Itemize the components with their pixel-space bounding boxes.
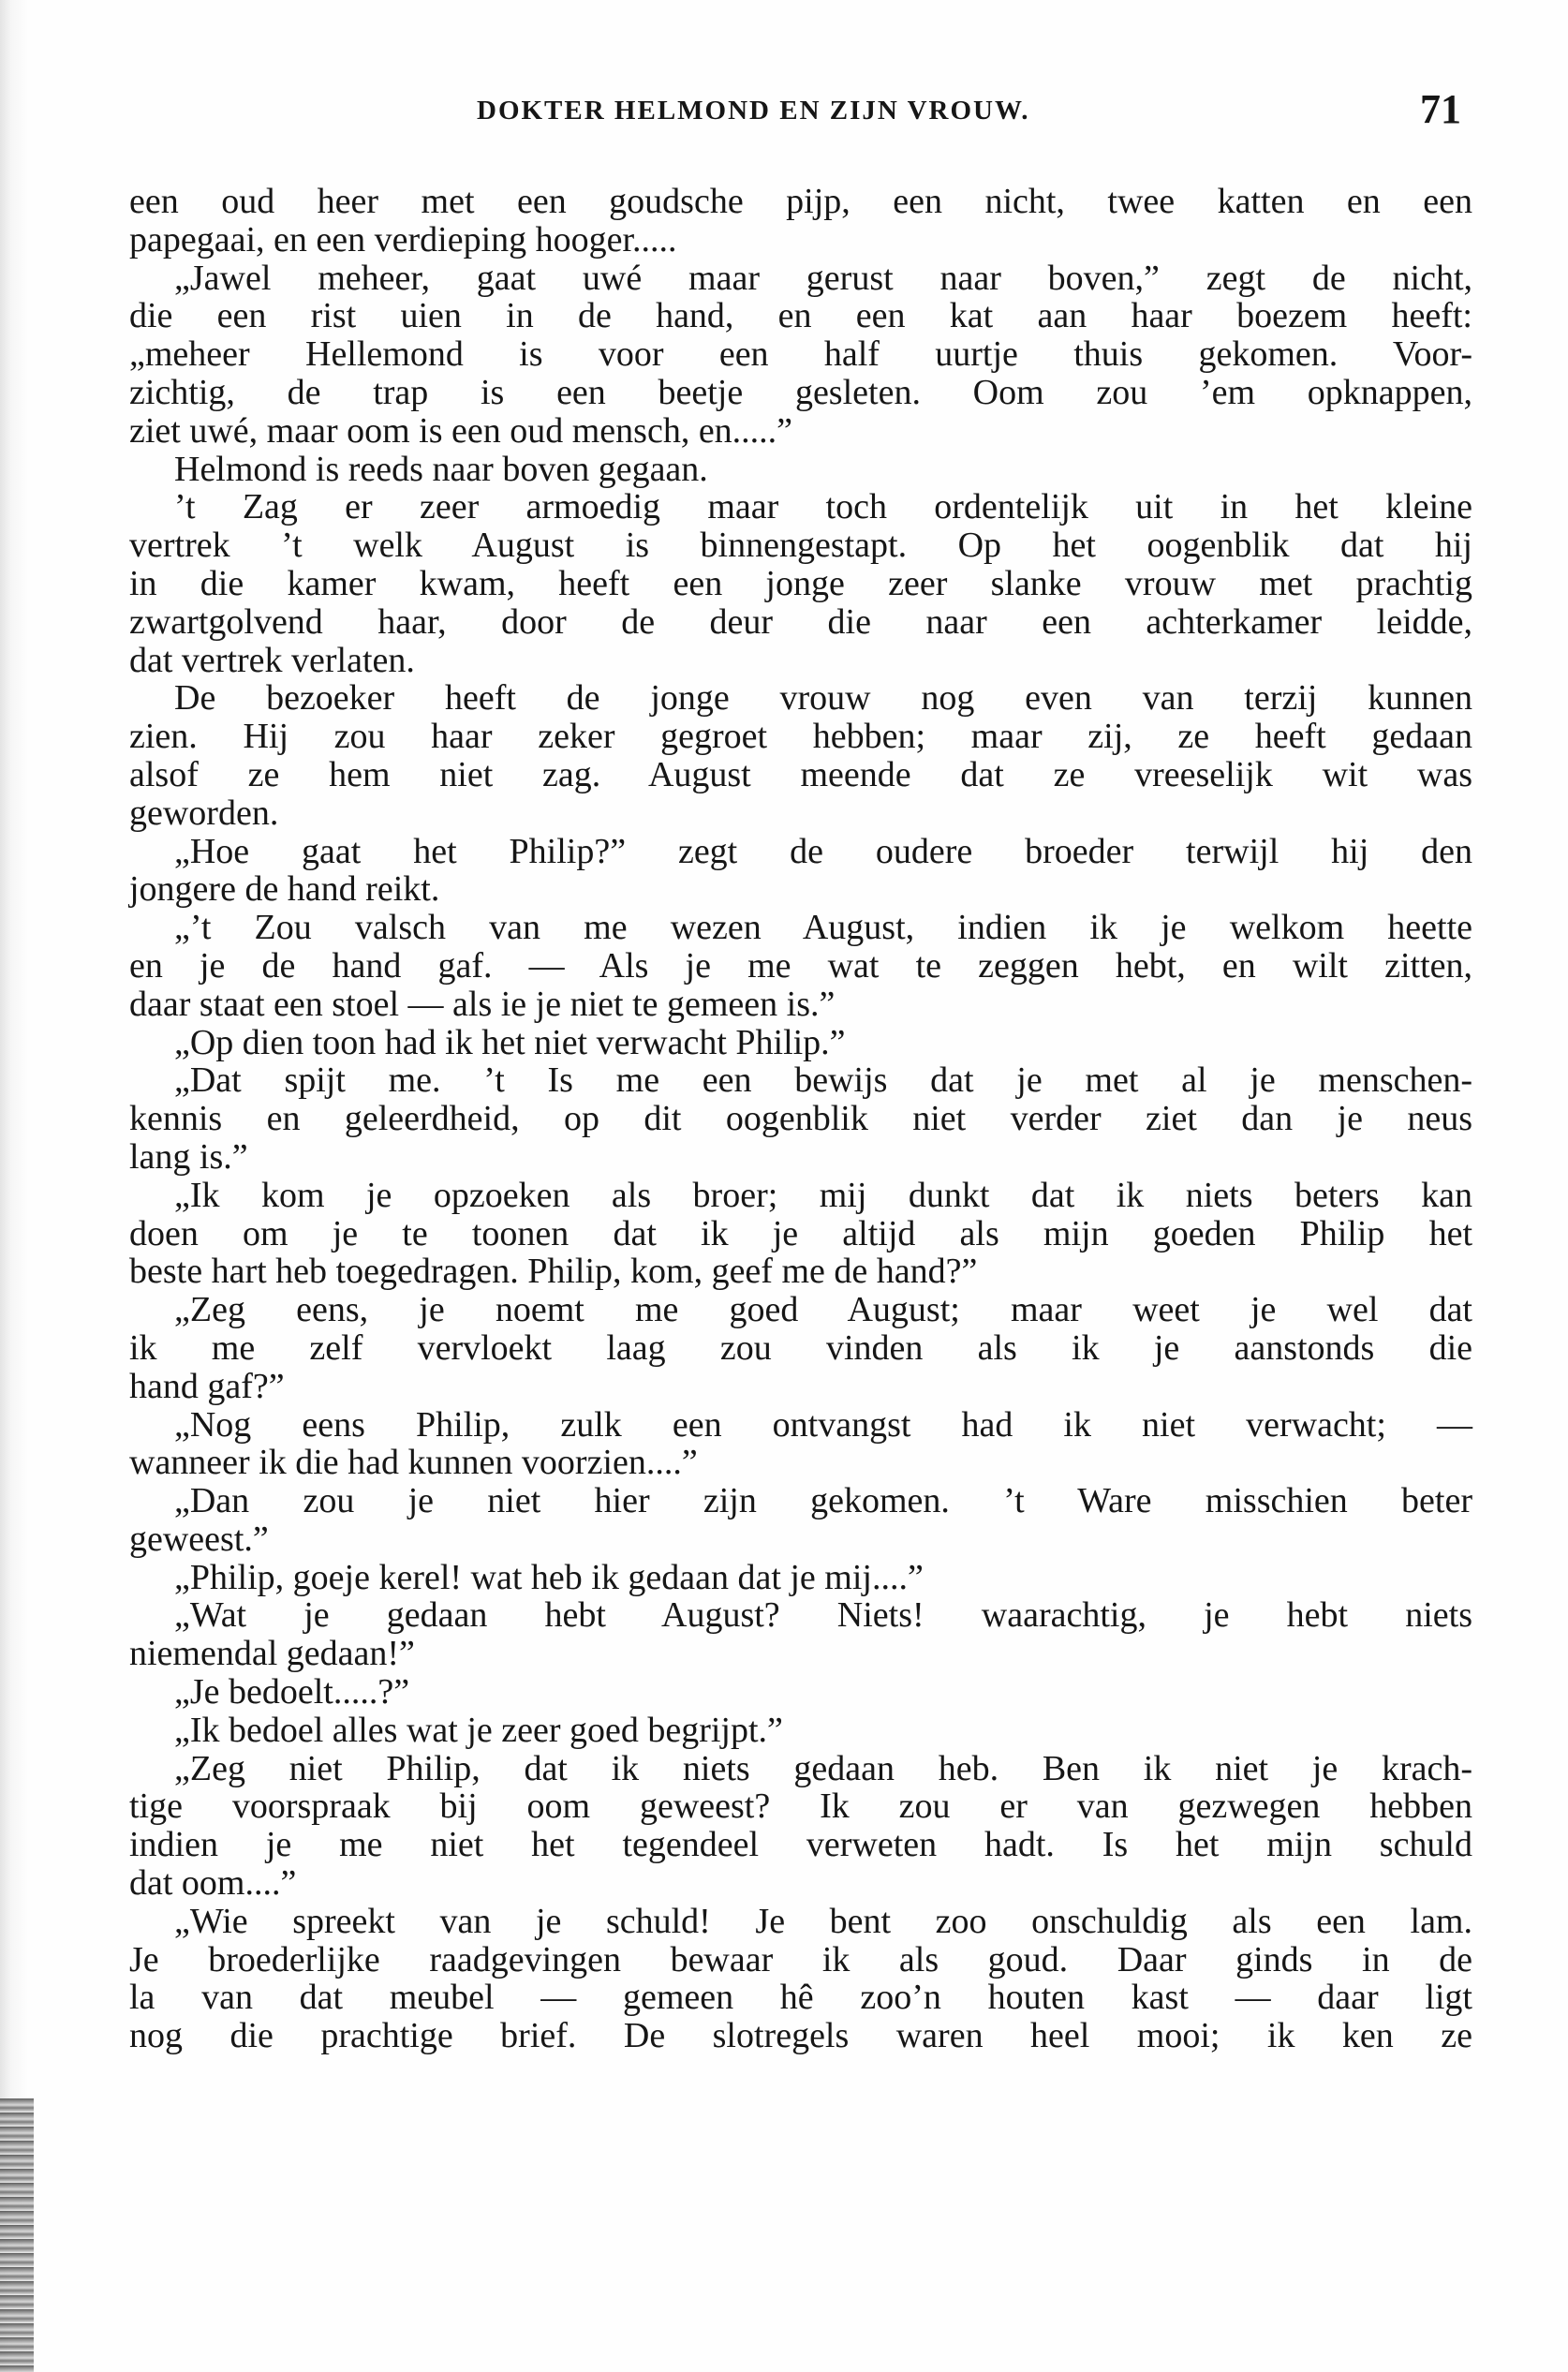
running-header <box>0 86 1568 139</box>
text-line: „Dan zou je niet hier zijn gekomen. ’t Ware misschien beter <box>174 1481 1472 1521</box>
text-line: „meheer Hellemond is voor een half uurtje thuis gekomen. Voor- <box>129 334 1472 375</box>
text-line: „Hoe gaat het Philip?” zegt de oudere broeder terwijl hij den <box>174 831 1472 871</box>
text-line: hand gaf?” <box>129 1366 285 1406</box>
text-line: en je de hand gaf. — Als je me wat te zeggen hebt, en wilt zitten, <box>129 945 1472 986</box>
text-line: „Ik bedoel alles wat je zeer goed begrijpt.” <box>174 1710 783 1750</box>
text-line: „Op dien toon had ik het niet verwacht Philip.” <box>174 1022 846 1062</box>
text-line: „Je bedoelt.....?” <box>174 1672 410 1712</box>
text-line: „’t Zou valsch van me wezen August, indien ik je welkom heette <box>174 908 1472 948</box>
text-line: kennis en geleerdheid, op dit oogenblik niet verder ziet dan je neus <box>129 1099 1472 1139</box>
text-line: „Zeg eens, je noemt me goed August; maar weet je wel dat <box>174 1290 1472 1330</box>
text-line: dat oom....” <box>129 1863 297 1904</box>
text-line: Helmond is reeds naar boven gegaan. <box>174 449 708 489</box>
text-line: „Zeg niet Philip, dat ik niets gedaan heb. Ben ik niet je krach- <box>174 1748 1472 1788</box>
text-line: papegaai, en een verdieping hooger..... <box>129 219 677 259</box>
text-line: tige voorspraak bij oom geweest? Ik zou er van gezwegen hebben <box>129 1786 1472 1827</box>
text-line: „Nog eens Philip, zulk een ontvangst had ik niet verwacht; — <box>174 1404 1472 1445</box>
page-gutter-shadow <box>0 0 28 2372</box>
text-line: beste hart heb toegedragen. Philip, kom, geef me de hand?” <box>129 1252 978 1292</box>
text-line: indien je me niet het tegendeel verweten hadt. Is het mijn schuld <box>129 1825 1472 1865</box>
text-line: alsof ze hem niet zag. August meende dat ze vreeselijk wit was <box>129 754 1472 794</box>
text-line: la van dat meubel — gemeen hê zoo’n houten kast — daar ligt <box>129 1978 1472 2018</box>
page-number: 71 <box>1420 86 1461 132</box>
text-line: jongere de hand reikt. <box>129 869 440 910</box>
text-line: dat vertrek verlaten. <box>129 640 415 680</box>
body-text <box>129 183 1472 2055</box>
text-line: nog die prachtige brief. De slotregels waren heel mooi; ik ken ze <box>129 2016 1472 2056</box>
text-line: ’t Zag er zeer armoedig maar toch ordentelijk uit in het kleine <box>174 487 1472 527</box>
text-line: geworden. <box>129 793 279 833</box>
text-line: De bezoeker heeft de jonge vrouw nog even van terzij kunnen <box>174 678 1472 719</box>
text-line: wanneer ik die had kunnen voorzien....” <box>129 1443 698 1483</box>
text-line: „Dat spijt me. ’t Is me een bewijs dat je met al je menschen- <box>174 1060 1472 1101</box>
text-line: Je broederlijke raadgevingen bewaar ik als goud. Daar ginds in de <box>129 1939 1472 1979</box>
text-line: geweest.” <box>129 1519 269 1559</box>
text-line: „Wat je gedaan hebt August? Niets! waarachtig, je hebt niets <box>174 1595 1472 1636</box>
text-line: lang is.” <box>129 1136 248 1177</box>
text-line: zwartgolvend haar, door de deur die naar een achterkamer leidde, <box>129 601 1472 642</box>
text-line: ziet uwé, maar oom is een oud mensch, en.....” <box>129 410 793 451</box>
text-line: „Philip, goeje kerel! wat heb ik gedaan dat je mij....” <box>174 1557 924 1597</box>
text-line: daar staat een stoel — als ie je niet te gemeen is.” <box>129 984 836 1024</box>
text-line: ik me zelf vervloekt laag zou vinden als ik je aanstonds die <box>129 1327 1472 1368</box>
text-line: in die kamer kwam, heeft een jonge zeer slanke vrouw met prachtig <box>129 563 1472 603</box>
text-line: die een rist uien in de hand, en een kat aan haar boezem heeft: <box>129 296 1472 336</box>
text-line: niemendal gedaan!” <box>129 1634 415 1674</box>
page-edge-binding <box>0 2098 34 2372</box>
text-line: vertrek ’t welk August is binnengestapt. Op het oogenblik dat hij <box>129 526 1472 566</box>
running-header-title: DOKTER HELMOND EN ZIJN VROUW. <box>477 96 1030 126</box>
text-line: doen om je te toonen dat ik je altijd als mijn goeden Philip het <box>129 1213 1472 1253</box>
text-line: „Wie spreekt van je schuld! Je bent zoo onschuldig als een lam. <box>174 1901 1472 1941</box>
text-line: een oud heer met een goudsche pijp, een nicht, twee katten en een <box>129 182 1472 221</box>
text-line: zien. Hij zou haar zeker gegroet hebben; maar zij, ze heeft gedaan <box>129 717 1472 757</box>
text-line: „Jawel meheer, gaat uwé maar gerust naar boven,” zegt de nicht, <box>174 258 1472 298</box>
text-line: zichtig, de trap is een beetje gesleten. Oom zou ’em opknappen, <box>129 372 1472 412</box>
text-line: „Ik kom je opzoeken als broer; mij dunkt dat ik niets beters kan <box>174 1175 1472 1215</box>
